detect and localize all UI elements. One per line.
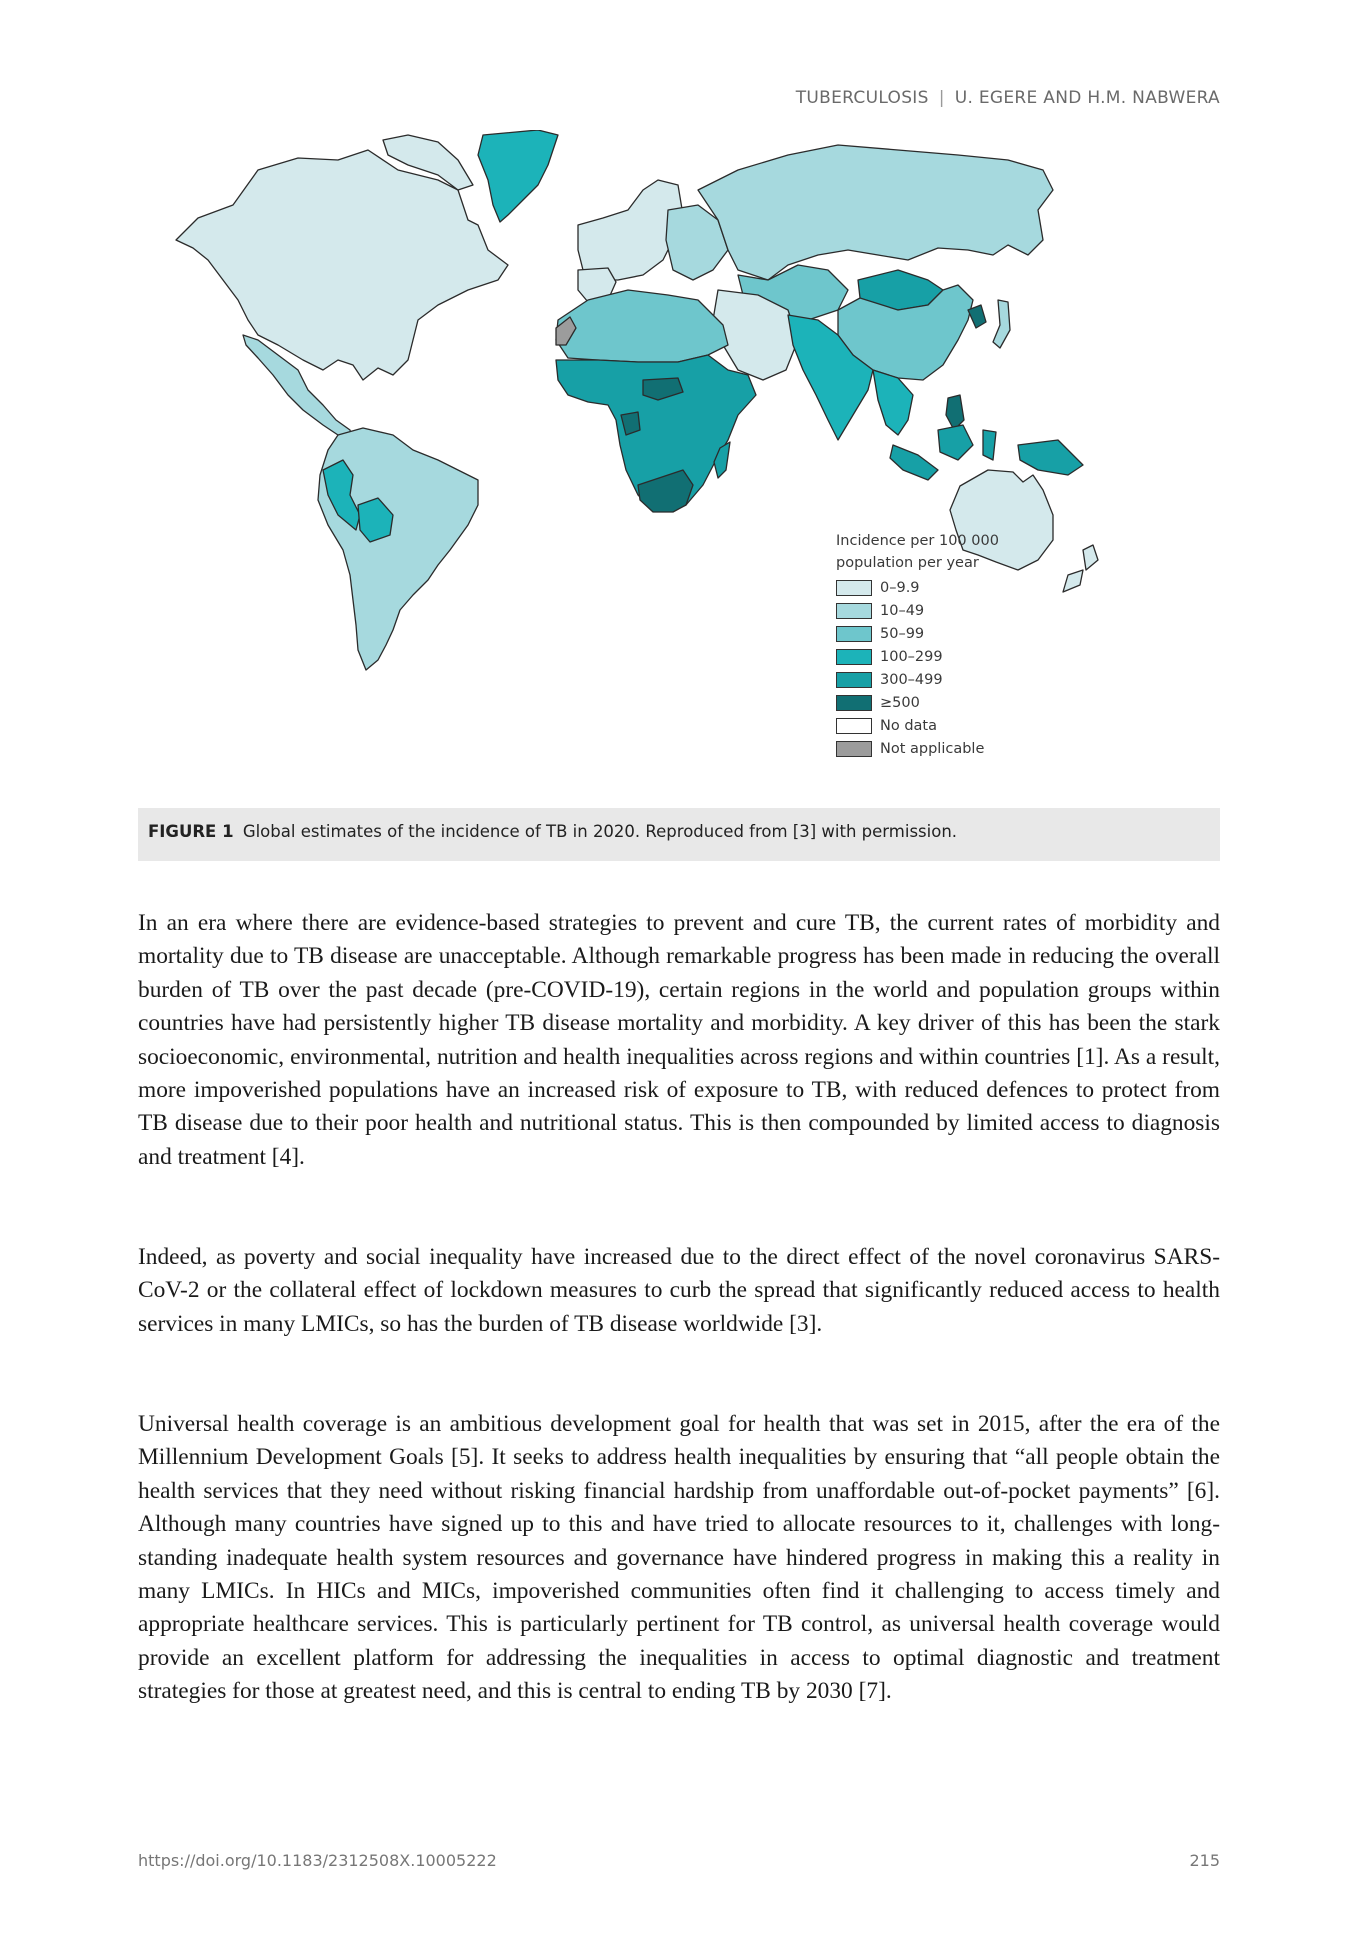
region-southeast-asia <box>873 370 913 435</box>
doi-link[interactable]: https://doi.org/10.1183/2312508X.10005222 <box>138 1851 497 1870</box>
legend-item <box>836 622 999 645</box>
paragraph-2: Indeed, as poverty and social inequality have increased due to the direct effect of the novel coronavirus SARS-CoV-2 or the collateral effect of lockdown measures to curb the spread that significantly reduced access to health services in many LMICs, so has the burden of TB disease worldwide [3]. <box>138 1244 1220 1337</box>
figure-caption <box>138 808 1220 861</box>
region-new-zealand <box>1063 545 1098 592</box>
legend-label: 100–299 <box>880 648 943 665</box>
legend-swatch <box>836 603 872 619</box>
legend-item <box>836 668 999 691</box>
paragraph-3: Universal health coverage is an ambitious development goal for health that was set in 2015, after the era of the Millennium Development Goals [5]. It seeks to address health inequalities by ensuring that “all people obtain the health services that they need without risking financial hardship from unaffordable out-of-pocket payments” [6]. Although many countries have signed up to this and have tried to allocate resources to it, challenges with long-standing inadequate health system resources and governance have hindered progress in making this a reality in many LMICs. In HICs and MICs, impoverished communities often find it challenging to access timely and appropriate healthcare services. This is particularly pertinent for TB control, as universal health coverage would provide an excellent platform for addressing the inequalities in access to optimal diagnostic and treatment strategies for those at greatest need, and this is central to ending TB by 2030 [7]. <box>138 1411 1220 1705</box>
legend-label: 10–49 <box>880 602 925 619</box>
legend-swatch <box>836 741 872 757</box>
legend-label: Not applicable <box>880 740 985 757</box>
map-legend <box>836 530 999 760</box>
figure-caption-text: Global estimates of the incidence of TB in 2020. Reproduced from [3] with permission. <box>242 822 958 841</box>
legend-swatch <box>836 695 872 711</box>
legend-title-line2: population per year <box>836 555 979 571</box>
legend-item <box>836 645 999 668</box>
legend-swatch <box>836 649 872 665</box>
journal-section: TUBERCULOSIS <box>795 88 929 108</box>
legend-item <box>836 576 999 599</box>
region-japan <box>993 300 1010 348</box>
world-map <box>138 130 1220 780</box>
legend-item <box>836 737 999 760</box>
legend-label: ≥500 <box>880 694 920 711</box>
figure-1 <box>138 130 1220 780</box>
running-head <box>796 88 1220 108</box>
legend-swatch <box>836 672 872 688</box>
header-separator: | <box>938 88 945 108</box>
region-greenland <box>478 130 558 222</box>
legend-item <box>836 599 999 622</box>
legend-swatch <box>836 626 872 642</box>
legend-swatch <box>836 718 872 734</box>
page-number: 215 <box>1189 1851 1220 1870</box>
paragraph-1: In an era where there are evidence-based strategies to prevent and cure TB, the current rates of morbidity and mortality due to TB disease are unacceptable. Although remarkable progress has been made in reducing the overall burden of TB over the past decade (pre-COVID-19), certain regions in the world and population groups within countries have had persistently higher TB disease mortality and morbidity. A key driver of this has been the stark socioeconomic, environmental, nutrition and health inequalities across regions and within countries [1]. As a result, more impoverished populations have an increased risk of exposure to TB, with reduced defences to protect from TB disease due to their poor health and nutritional status. This is then compounded by limited access to diagnosis and treatment [4]. <box>138 910 1220 1170</box>
legend-item <box>836 714 999 737</box>
page-footer <box>138 1851 1220 1870</box>
legend-label: 300–499 <box>880 671 943 688</box>
legend-label: 0–9.9 <box>880 579 920 596</box>
legend-title <box>836 530 999 574</box>
authors: U. EGERE AND H.M. NABWERA <box>954 88 1220 108</box>
region-north-africa <box>556 290 728 362</box>
legend-label: 50–99 <box>880 625 925 642</box>
figure-label: FIGURE 1 <box>148 822 234 841</box>
legend-title-line1: Incidence per 100 000 <box>836 533 999 549</box>
legend-item <box>836 691 999 714</box>
region-north-korea <box>968 305 986 328</box>
legend-swatch <box>836 580 872 596</box>
legend-label: No data <box>880 717 937 734</box>
region-russia <box>698 145 1053 280</box>
